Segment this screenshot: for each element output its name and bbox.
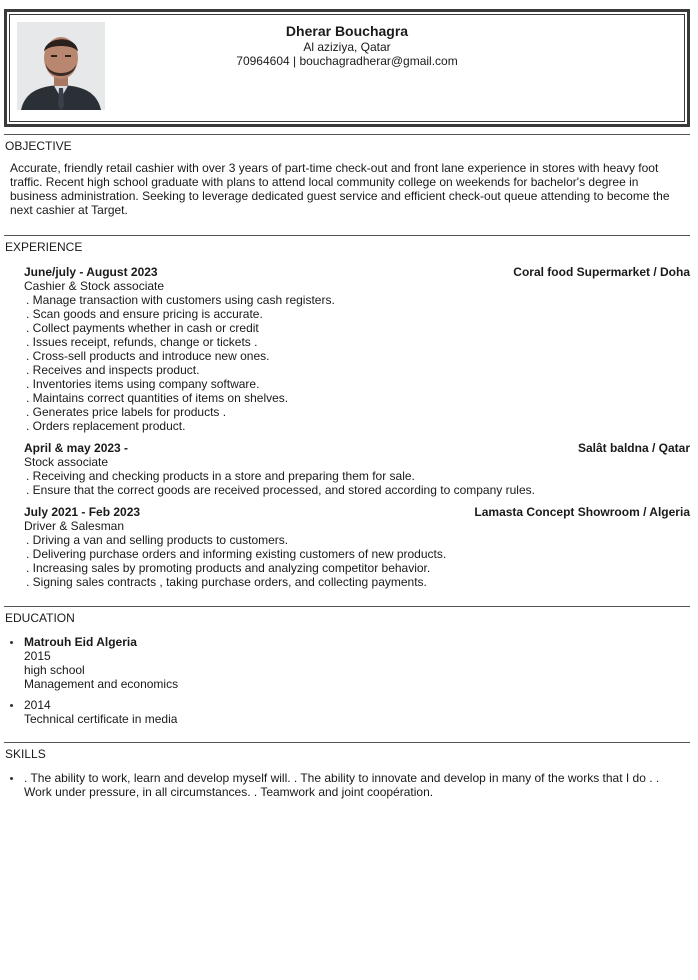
job-duty: . Delivering purchase orders and informing existing customers of new products.	[26, 547, 447, 561]
job-duty: . Generates price labels for products .	[26, 405, 227, 419]
candidate-contact: 70964604 | bouchagradherar@gmail.com	[236, 54, 458, 68]
education-level: high school	[24, 663, 85, 677]
section-divider	[4, 742, 690, 743]
job-entry	[24, 265, 690, 433]
job-duty: . Receives and inspects product.	[26, 363, 200, 377]
job-duty: . Inventories items using company software.	[26, 377, 260, 391]
job-dates: April & may 2023 -	[24, 441, 129, 455]
job-duty: . Ensure that the correct goods are received processed, and stored according to company rules.	[26, 483, 535, 497]
candidate-name: Dherar Bouchagra	[285, 23, 409, 39]
skills-section	[4, 742, 690, 799]
resume-header	[4, 9, 690, 127]
job-duty: . Scan goods and ensure pricing is accurate.	[26, 307, 263, 321]
job-role: Driver & Salesman	[24, 519, 125, 533]
education-item	[4, 635, 690, 691]
job-duty: . Driving a van and selling products to customers.	[26, 533, 289, 547]
experience-title: EXPERIENCE	[5, 240, 83, 254]
job-employer: Lamasta Concept Showroom / Algeria	[474, 505, 690, 519]
job-duty: . Orders replacement product.	[26, 419, 186, 433]
section-divider	[4, 235, 690, 236]
job-entry	[24, 505, 690, 589]
experience-section	[4, 235, 690, 589]
education-school: Matrouh Eid Algeria	[24, 635, 137, 649]
objective-title: OBJECTIVE	[5, 139, 72, 153]
objective-section	[4, 134, 690, 217]
bullet-icon	[10, 641, 13, 644]
education-section	[4, 606, 690, 726]
job-dates: July 2021 - Feb 2023	[24, 505, 141, 519]
job-employer: Coral food Supermarket / Doha	[513, 265, 690, 279]
job-duty: . Collect payments whether in cash or credit	[26, 321, 259, 335]
job-duty: . Cross-sell products and introduce new ones.	[26, 349, 270, 363]
job-duty: . Increasing sales by promoting products and analyzing competitor behavior.	[26, 561, 431, 575]
job-employer: Salât baldna / Qatar	[577, 441, 690, 455]
skills-item	[4, 771, 682, 799]
education-field: Technical certificate in media	[24, 712, 178, 726]
bullet-icon	[10, 704, 13, 707]
section-divider	[4, 134, 690, 135]
candidate-location: Al aziziya, Qatar	[303, 40, 391, 54]
job-role: Stock associate	[24, 455, 109, 469]
bullet-icon	[10, 777, 13, 780]
job-dates: June/july - August 2023	[24, 265, 158, 279]
education-title: EDUCATION	[5, 611, 75, 625]
education-year: 2015	[24, 649, 51, 663]
job-duty: . Maintains correct quantities of items on shelves.	[26, 391, 289, 405]
education-year: 2014	[24, 698, 51, 712]
job-duty: . Receiving and checking products in a store and preparing them for sale.	[26, 469, 415, 483]
education-item	[4, 698, 690, 726]
skills-text: . The ability to work, learn and develop myself will. . The ability to innovate and develop in many of the works that I do . . Work under pressure, in all circumstances. . Teamwork and joint coopération.	[24, 771, 660, 799]
job-duty: . Issues receipt, refunds, change or tickets .	[26, 335, 258, 349]
job-role: Cashier & Stock associate	[24, 279, 165, 293]
objective-text: Accurate, friendly retail cashier with over 3 years of part-time check-out and front lane experience in stores with heavy foot traffic. Recent high school graduate with plans to attend local community college on weekends for bachelor's degree in business administration. Seeking to leverage dedicated guest service and efficient check-out queue attending to become the next cashier at Target.	[10, 161, 670, 217]
job-entry	[24, 441, 690, 497]
education-field: Management and economics	[24, 677, 179, 691]
section-divider	[4, 606, 690, 607]
job-duty: . Manage transaction with customers using cash registers.	[26, 293, 335, 307]
skills-title: SKILLS	[5, 747, 46, 761]
job-duty: . Signing sales contracts , taking purchase orders, and collecting payments.	[26, 575, 427, 589]
